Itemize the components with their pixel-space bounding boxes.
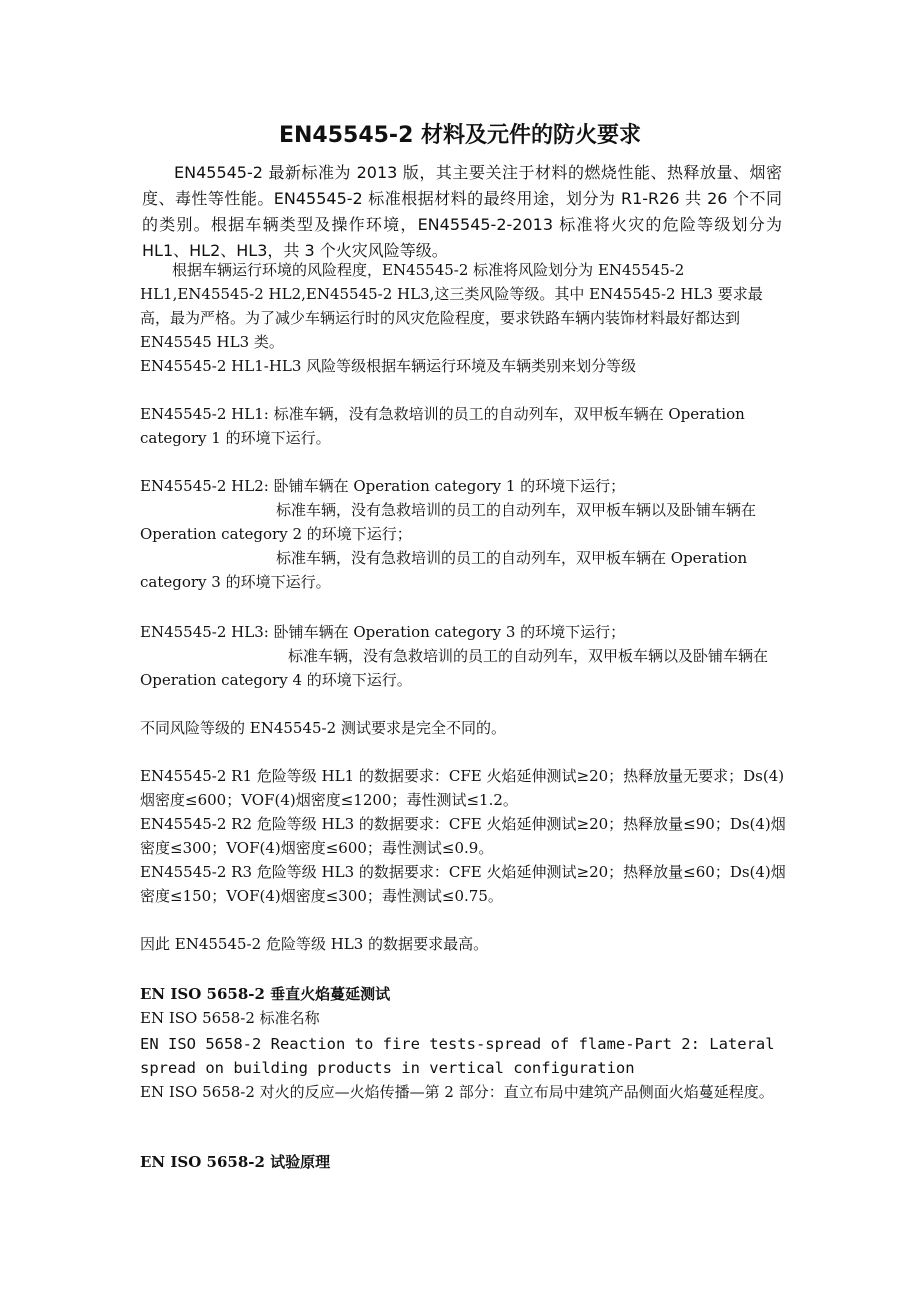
hl2-line-1: EN45545-2 HL2: 卧铺车辆在 Operation category 1 的环境下运行；: [140, 477, 626, 495]
iso-name-english: EN ISO 5658-2 Reaction to fire tests-spread of flame-Part 2: Lateral spread on building products in vertical configuration: [140, 1035, 775, 1077]
iso-principle-heading: EN ISO 5658-2 试验原理: [140, 1153, 331, 1171]
iso-name-label: EN ISO 5658-2 标准名称: [140, 1009, 320, 1027]
r1-requirements: EN45545-2 R1 危险等级 HL1 的数据要求：CFE 火焰延伸测试≥20；热释放量无要求；Ds(4)烟密度≤600；VOF(4)烟密度≤1200；毒性测试≤1.2。: [140, 767, 785, 809]
r3-requirements: EN45545-2 R3 危险等级 HL3 的数据要求：CFE 火焰延伸测试≥20；热释放量≤60；Ds(4)烟密度≤150；VOF(4)烟密度≤300；毒性测试≤0.75。: [140, 863, 786, 905]
hl3-line-2: 标准车辆，没有急救培训的员工的自动列车，双甲板车辆以及卧铺车辆在 Operation category 4 的环境下运行。: [140, 647, 769, 689]
r2-requirements: EN45545-2 R2 危险等级 HL3 的数据要求：CFE 火焰延伸测试≥20；热释放量≤90；Ds(4)烟密度≤300；VOF(4)烟密度≤600；毒性测试≤0.9。: [140, 815, 786, 857]
hl2-line-3: 标准车辆，没有急救培训的员工的自动列车，双甲板车辆在 Operation category 3 的环境下运行。: [140, 549, 748, 591]
hl3-highest-line: 因此 EN45545-2 危险等级 HL3 的数据要求最高。: [140, 935, 489, 953]
risk-paragraph: 根据车辆运行环境的风险程度，EN45545-2 标准将风险划分为 EN45545-2 HL1,EN45545-2 HL2,EN45545-2 HL3,这三类风险等级。其中 EN45545-2 HL3 要求最高，最为严格。为了减少车辆运行时的风灾危险程度，要求铁路车辆内装饰材料最好都达到 EN45545 HL3 类。: [140, 261, 763, 351]
iso-heading: EN ISO 5658-2 垂直火焰蔓延测试: [140, 985, 391, 1003]
difference-line: 不同风险等级的 EN45545-2 测试要求是完全不同的。: [140, 719, 506, 737]
iso-name-chinese: EN ISO 5658-2 对火的反应—火焰传播—第 2 部分：直立布局中建筑产品侧面火焰蔓延程度。: [140, 1083, 774, 1101]
risk-basis-line: EN45545-2 HL1-HL3 风险等级根据车辆运行环境及车辆类别来划分等级: [140, 357, 637, 375]
hl3-line-1: EN45545-2 HL3: 卧铺车辆在 Operation category 3 的环境下运行；: [140, 623, 626, 641]
hl2-line-2: 标准车辆，没有急救培训的员工的自动列车，双甲板车辆以及卧铺车辆在 Operation category 2 的环境下运行；: [140, 501, 757, 543]
document-title: EN45545-2 材料及元件的防火要求: [278, 123, 642, 148]
hl1-paragraph: EN45545-2 HL1: 标准车辆，没有急救培训的员工的自动列车，双甲板车辆在 Operation category 1 的环境下运行。: [140, 405, 745, 447]
intro-paragraph: EN45545-2 最新标准为 2013 版，其主要关注于材料的燃烧性能、热释放量、烟密度、毒性等性能。EN45545-2 标准根据材料的最终用途，划分为 R1-R26 共 26 个不同的类别。根据车辆类型及操作环境，EN45545-2-2013 标准将火灾的危险等级划分为 HL1、HL2、HL3，共 3 个火灾风险等级。: [142, 163, 782, 260]
